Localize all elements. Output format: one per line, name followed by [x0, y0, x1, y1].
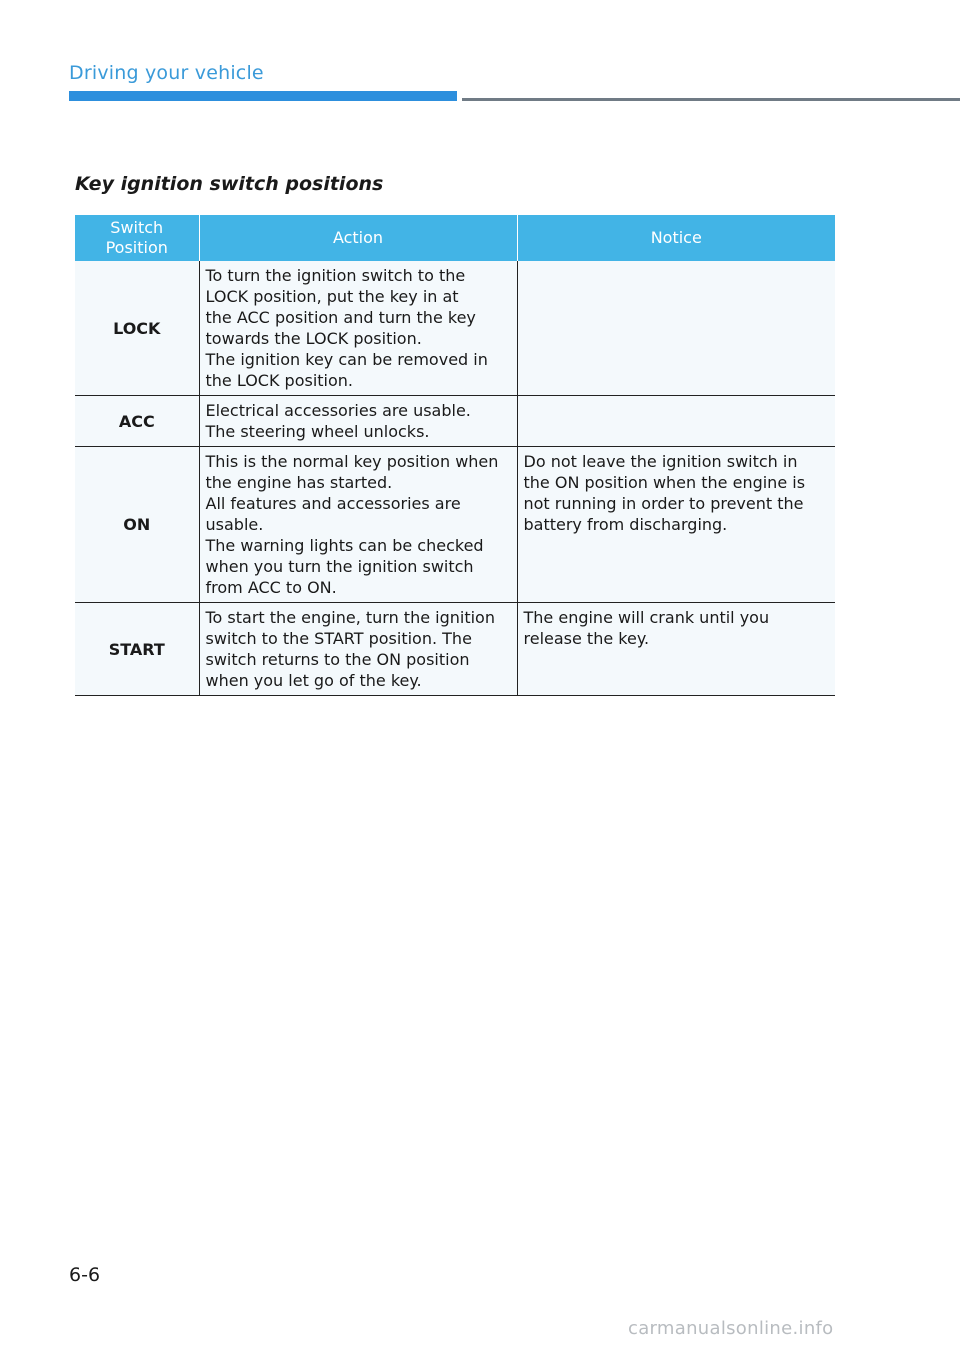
- action-line: The ignition key can be removed in: [205, 350, 488, 369]
- action-line: from ACC to ON.: [205, 578, 337, 597]
- header-rule: [462, 98, 960, 101]
- notice-line: not running in order to prevent the: [523, 494, 804, 513]
- action-line: switch returns to the ON position: [205, 650, 470, 669]
- table-header-row: [75, 215, 835, 261]
- switch-position-cell: START: [75, 603, 199, 696]
- page-heading: Key ignition switch positions: [75, 173, 384, 195]
- switch-position-cell: ON: [75, 447, 199, 603]
- action-line: The steering wheel unlocks.: [205, 422, 430, 441]
- action-line: the ACC position and turn the key: [205, 308, 476, 327]
- switch-position-cell: ACC: [75, 396, 199, 447]
- action-line: Electrical accessories are usable.: [205, 401, 471, 420]
- action-line: To turn the ignition switch to the: [205, 266, 466, 285]
- notice-cell: [517, 261, 835, 396]
- action-cell: [199, 261, 517, 396]
- notice-line: battery from discharging.: [523, 515, 728, 534]
- action-cell: [199, 447, 517, 603]
- action-line: the engine has started.: [205, 473, 393, 492]
- action-line: LOCK position, put the key in at: [205, 287, 459, 306]
- notice-cell: [517, 396, 835, 447]
- watermark: carmanualsonline.info: [628, 1318, 834, 1339]
- column-header-switch-position: Switch Position: [75, 215, 199, 261]
- action-cell: [199, 603, 517, 696]
- action-line: when you turn the ignition switch: [205, 557, 474, 576]
- ignition-positions-table: [75, 215, 835, 696]
- action-line: To start the engine, turn the ignition: [205, 608, 495, 627]
- notice-line: Do not leave the ignition switch in: [523, 452, 798, 471]
- notice-cell: [517, 447, 835, 603]
- action-line: usable.: [205, 515, 264, 534]
- action-cell: [199, 396, 517, 447]
- action-line: All features and accessories are: [205, 494, 461, 513]
- header-accent-bar: [69, 91, 457, 101]
- action-line: The warning lights can be checked: [205, 536, 484, 555]
- section-title: Driving your vehicle: [69, 62, 264, 84]
- table-row: [75, 603, 835, 696]
- action-line: towards the LOCK position.: [205, 329, 422, 348]
- table-row: [75, 261, 835, 396]
- action-line: when you let go of the key.: [205, 671, 422, 690]
- notice-cell: [517, 603, 835, 696]
- table-row: [75, 447, 835, 603]
- action-line: This is the normal key position when: [205, 452, 499, 471]
- switch-position-cell: LOCK: [75, 261, 199, 396]
- page-number: 6-6: [69, 1264, 101, 1286]
- column-header-action: Action: [199, 215, 517, 261]
- notice-line: the ON position when the engine is: [523, 473, 806, 492]
- column-header-notice: Notice: [517, 215, 835, 261]
- notice-line: release the key.: [523, 629, 650, 648]
- action-line: switch to the START position. The: [205, 629, 472, 648]
- table-row: [75, 396, 835, 447]
- action-line: the LOCK position.: [205, 371, 353, 390]
- notice-line: The engine will crank until you: [523, 608, 770, 627]
